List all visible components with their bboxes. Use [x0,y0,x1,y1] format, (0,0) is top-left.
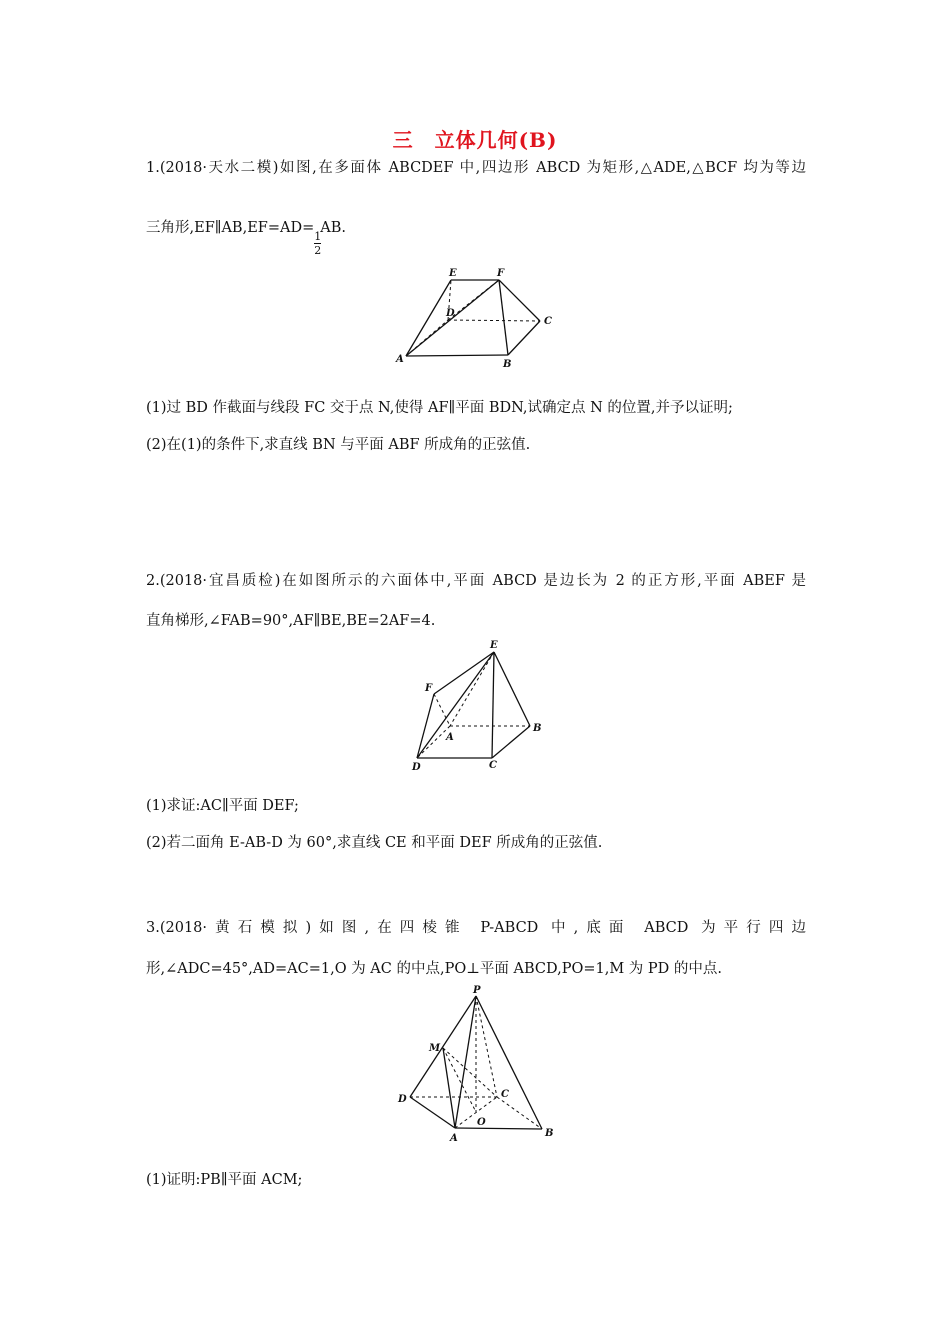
problem-3-stem-line-2: 形,∠ADC=45°,AD=AC=1,O 为 AC 的中点,PO⊥平面 ABCD,PO=1,M 为 PD 的中点. [146,961,722,977]
vertex-label-d: D [446,308,455,319]
edge-EA2 [450,652,494,726]
edge-BF [499,280,508,355]
vertex-label-d2: D [412,762,421,773]
vertex-label-b2: B [533,723,542,734]
vertex-label-o3: O [477,1117,486,1128]
edge-PC3 [476,996,497,1097]
edge-ED2 [417,652,494,758]
problem-3-stem-line-1: 3.(2018·黄石模拟)如图,在四棱锥 P-ABCD 中,底面 ABCD 为平行四边 [146,920,806,936]
edge-FD2 [417,694,434,758]
problem-2-stem-line-1: 2.(2018·宜昌质检)在如图所示的六面体中,平面 ABCD 是边长为 2 的正方形,平面 ABEF 是 [146,573,806,589]
edge-AB3 [455,1128,542,1129]
problem-1-stem-text-end: AB. [320,220,346,236]
problem-2-question-2: (2)若二面角 E-AB-D 为 60°,求直线 CE 和平面 DEF 所成角的正弦值. [146,835,603,851]
vertex-label-a3: A [450,1133,458,1144]
vertex-label-c3: C [501,1089,509,1100]
edge-CF [499,280,540,321]
edge-EF2 [434,652,494,694]
vertex-label-f2: F [425,683,433,694]
edge-AC3 [455,1097,497,1128]
problem-1-stem-text: 三角形,EF∥AB,EF=AD= [146,220,315,236]
edge-EC2 [492,652,494,758]
vertex-label-b: B [503,359,512,370]
vertex-label-a2: A [446,732,454,743]
page-title: 三 立体几何(B) [392,128,558,152]
pyramid-figure [410,996,542,1129]
edge-AB [406,355,508,356]
problem-1-question-2: (2)在(1)的条件下,求直线 BN 与平面 ABF 所成角的正弦值. [146,437,531,453]
problem-2-question-1: (1)求证:AC∥平面 DEF; [146,798,299,814]
vertex-label-c: C [544,316,552,327]
vertex-label-b3: B [545,1128,554,1139]
polyhedron-abcdef [406,280,540,356]
vertex-label-c2: C [489,760,497,771]
edge-PD3 [410,996,476,1097]
vertex-label-d3: D [398,1094,407,1105]
problem-2-stem-line-2: 直角梯形,∠FAB=90°,AF∥BE,BE=2AF=4. [146,613,436,629]
fraction-numerator: 1 [314,230,322,243]
edge-DF [448,280,499,320]
edge-EB2 [494,652,530,726]
edge-CB2 [492,726,530,758]
vertex-label-e: E [449,268,457,279]
problem-1-stem-line-1: 1.(2018·天水二模)如图,在多面体 ABCDEF 中,四边形 ABCD 为矩形,△ADE,△BCF 均为等边 [146,160,806,176]
edge-AE [406,280,451,356]
vertex-label-e2: E [490,640,498,651]
edge-DC [448,320,540,321]
edge-BC [508,321,540,355]
problem-1-question-1: (1)过 BD 作截面与线段 FC 交于点 N,使得 AF∥平面 BDN,试确定点 N 的位置,并予以证明; [146,400,733,416]
vertex-label-f: F [497,268,505,279]
fraction-denominator: 2 [314,244,322,257]
edge-DA3 [410,1097,455,1128]
hexahedron-figure [417,652,530,758]
problem-3-question-1: (1)证明:PB∥平面 ACM; [146,1172,303,1188]
edge-CB3 [497,1097,542,1129]
vertex-label-a: A [396,354,404,365]
vertex-label-p3: P [473,985,481,996]
vertex-label-m3: M [429,1043,441,1054]
edge-PB3 [476,996,542,1129]
edge-MC3 [443,1048,497,1097]
edge-FA2 [434,694,450,726]
